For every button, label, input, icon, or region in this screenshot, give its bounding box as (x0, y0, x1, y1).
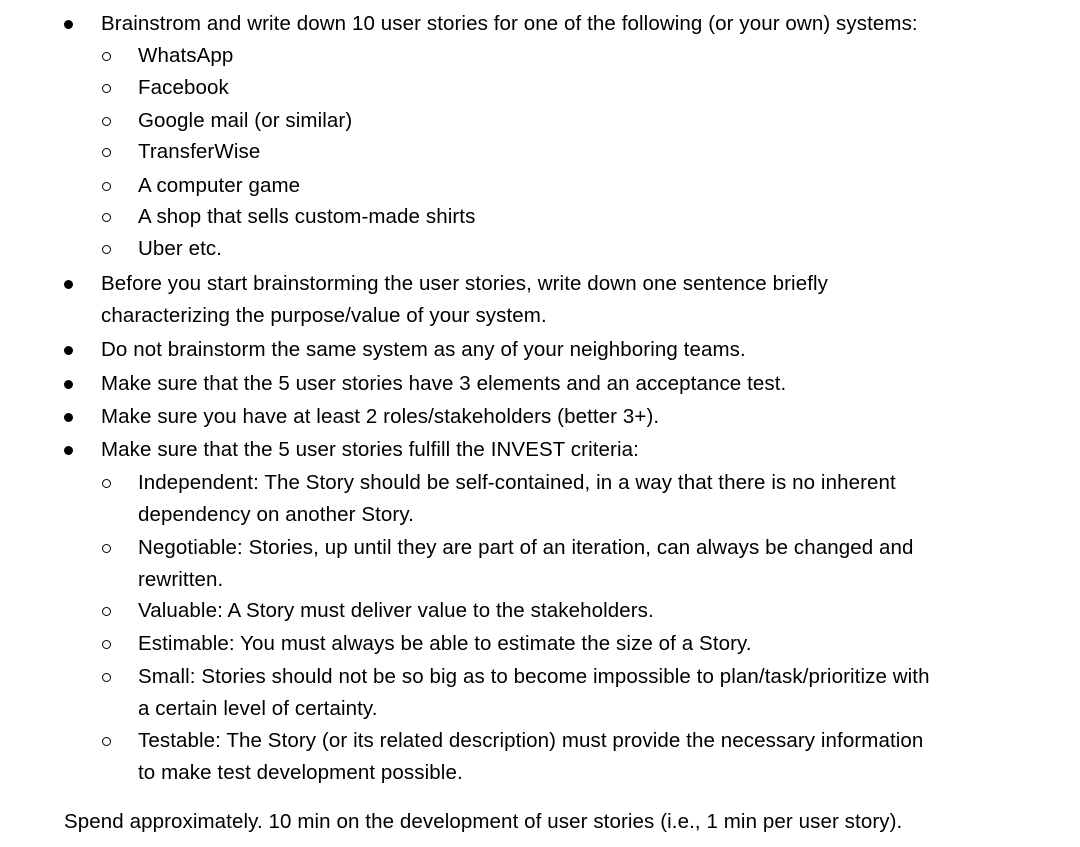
list-item-text: Brainstrom and write down 10 user stories for one of the following (or your own) systems: (101, 12, 918, 35)
sub-bullet-icon (102, 737, 111, 746)
sub-bullet-icon (102, 640, 111, 649)
sub-bullet-icon (102, 607, 111, 616)
list-item-text: Make sure you have at least 2 roles/stakeholders (better 3+). (101, 405, 660, 428)
system-option-transferwise: TransferWise (138, 140, 261, 163)
invest-criterion-negotiable-cont: rewritten. (138, 568, 224, 591)
invest-criterion-independent-cont: dependency on another Story. (138, 503, 414, 526)
list-item-text: Do not brainstorm the same system as any of your neighboring teams. (101, 338, 746, 361)
sub-bullet-icon (102, 182, 111, 191)
bullet-icon (64, 346, 73, 355)
invest-criterion-testable-cont: to make test development possible. (138, 761, 463, 784)
bullet-icon (64, 280, 73, 289)
system-option-google-mail: Google mail (or similar) (138, 109, 353, 132)
invest-criterion-small-cont: a certain level of certainty. (138, 697, 378, 720)
sub-bullet-icon (102, 117, 111, 126)
sub-bullet-icon (102, 245, 111, 254)
bullet-icon (64, 20, 73, 29)
sub-bullet-icon (102, 544, 111, 553)
invest-criterion-estimable: Estimable: You must always be able to estimate the size of a Story. (138, 632, 752, 655)
bullet-icon (64, 413, 73, 422)
sub-bullet-icon (102, 84, 111, 93)
list-item-text: Make sure that the 5 user stories have 3 elements and an acceptance test. (101, 372, 787, 395)
system-option-facebook: Facebook (138, 76, 229, 99)
list-item-text: Make sure that the 5 user stories fulfill the INVEST criteria: (101, 438, 639, 461)
invest-criterion-negotiable: Negotiable: Stories, up until they are part of an iteration, can always be changed and (138, 536, 914, 559)
invest-criterion-independent: Independent: The Story should be self-contained, in a way that there is no inherent (138, 471, 896, 494)
list-item-text: Before you start brainstorming the user stories, write down one sentence briefly (101, 272, 828, 295)
system-option-uber: Uber etc. (138, 237, 223, 260)
sub-bullet-icon (102, 148, 111, 157)
bullet-icon (64, 380, 73, 389)
time-guideline-text: Spend approximately. 10 min on the development of user stories (i.e., 1 min per user story). (64, 810, 903, 833)
sub-bullet-icon (102, 673, 111, 682)
invest-criterion-testable: Testable: The Story (or its related description) must provide the necessary information (138, 729, 924, 752)
list-item-text: characterizing the purpose/value of your system. (101, 304, 547, 327)
sub-bullet-icon (102, 52, 111, 61)
invest-criterion-small: Small: Stories should not be so big as to become impossible to plan/task/prioritize with (138, 665, 930, 688)
sub-bullet-icon (102, 479, 111, 488)
sub-bullet-icon (102, 213, 111, 222)
system-option-shirt-shop: A shop that sells custom-made shirts (138, 205, 476, 228)
invest-criterion-valuable: Valuable: A Story must deliver value to the stakeholders. (138, 599, 654, 622)
system-option-computer-game: A computer game (138, 174, 301, 197)
system-option-whatsapp: WhatsApp (138, 44, 234, 67)
bullet-icon (64, 446, 73, 455)
